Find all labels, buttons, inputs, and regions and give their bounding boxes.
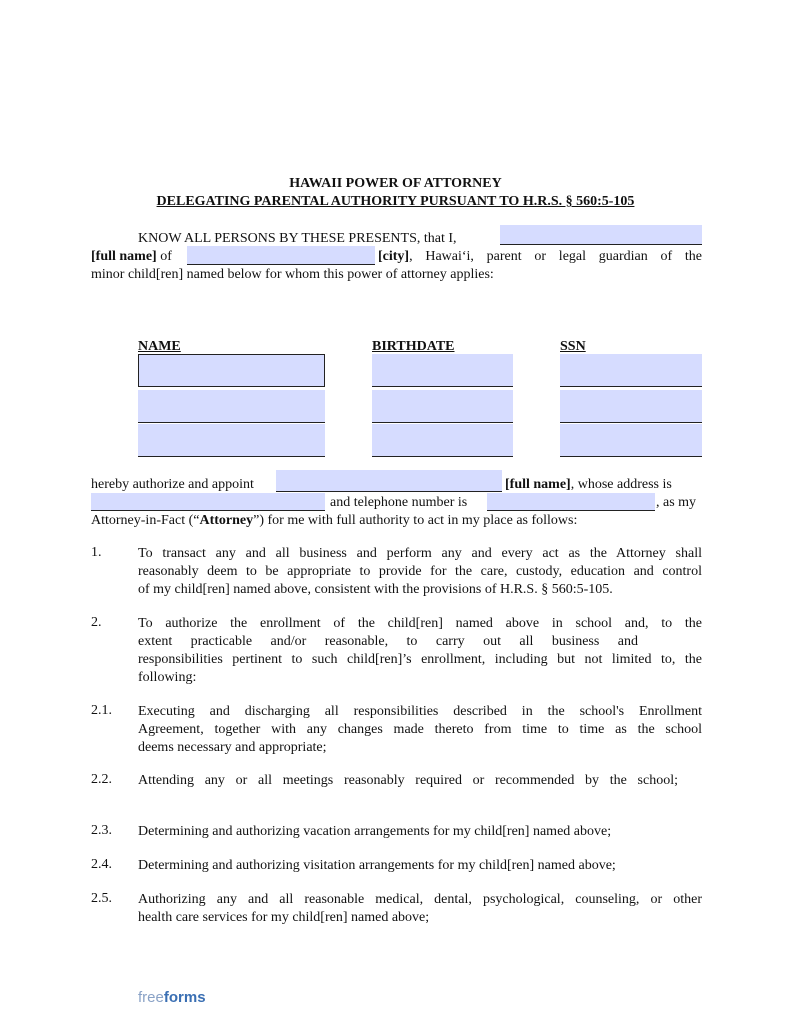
child-1-name-field[interactable] xyxy=(138,354,325,387)
attorney-name-field[interactable] xyxy=(276,470,502,492)
attorney-address-field[interactable] xyxy=(91,493,325,511)
intro-line3: minor child[ren] named below for whom this power of attorney applies: xyxy=(91,267,494,282)
document-subtitle: DELEGATING PARENTAL AUTHORITY PURSUANT TO H.R.S. § 560:5-105 xyxy=(156,194,635,209)
appoint-line2-mid: and telephone number is xyxy=(330,495,468,510)
column-header-name: NAME xyxy=(138,339,181,354)
clause-1-number: 1. xyxy=(91,545,102,560)
attorney-phone-field[interactable] xyxy=(487,493,655,511)
child-3-birthdate-field[interactable] xyxy=(372,424,513,457)
clause-2-4-text: Determining and authorizing visitation arrangements for my child[ren] named above; xyxy=(138,858,616,873)
column-header-birthdate: BIRTHDATE xyxy=(372,339,455,354)
appoint-line2-end: , as my xyxy=(656,495,697,510)
appoint-line3: Attorney-in-Fact (“Attorney”) for me with full authority to act in my place as follows: xyxy=(91,513,578,528)
child-3-name-field[interactable] xyxy=(138,424,325,457)
clause-1-text: To transact any and all business and perform any and every act as the Attorney shall reasonably deem to be appropriate to provide for the care, custody, education and control of my child[ren] named above, consistent with the provisions of H.R.S. § 560:5-105. xyxy=(138,546,702,597)
clause-2-2-text: Attending any or all meetings reasonably required or recommended by the school; xyxy=(138,773,678,788)
appoint-line1-start: hereby authorize and appoint xyxy=(91,477,254,492)
intro-line2: [full name] of xyxy=(91,249,172,264)
clause-2-1-text: Executing and discharging all responsibilities described in the school's Enrollment Agreement, together with any changes made thereto from time to time as the school deems necessary and appropriate; xyxy=(138,704,702,755)
child-1-ssn-field[interactable] xyxy=(560,354,702,387)
child-3-ssn-field[interactable] xyxy=(560,424,702,457)
clause-2-number: 2. xyxy=(91,615,102,630)
child-1-birthdate-field[interactable] xyxy=(372,354,513,387)
appoint-line1-end: [full name], whose address is xyxy=(505,477,672,492)
child-2-ssn-field[interactable] xyxy=(560,390,702,423)
child-2-name-field[interactable] xyxy=(138,390,325,423)
child-2-birthdate-field[interactable] xyxy=(372,390,513,423)
intro-line2-rest: [city], Hawaiʻi, parent or legal guardian of the xyxy=(378,249,702,264)
clause-2-5-text: Authorizing any and all reasonable medical, dental, psychological, counseling, or other health care services for my child[ren] named above; xyxy=(138,892,702,925)
clause-2-3-number: 2.3. xyxy=(91,823,112,838)
column-header-ssn: SSN xyxy=(560,339,586,354)
principal-name-field[interactable] xyxy=(500,225,702,245)
clause-2-text: To authorize the enrollment of the child[ren] named above in school and, to the extent practicable and/or reasonable, to carry out all business and responsibilities pertinent to such child[ren]’s enrollment, including but not limited to, the following: xyxy=(138,616,702,685)
clause-2-4-number: 2.4. xyxy=(91,857,112,872)
clause-2-1-number: 2.1. xyxy=(91,703,112,718)
principal-city-field[interactable] xyxy=(187,246,375,265)
document-title: HAWAII POWER OF ATTORNEY xyxy=(289,176,502,191)
clause-2-2-number: 2.2. xyxy=(91,772,112,787)
intro-line1: KNOW ALL PERSONS BY THESE PRESENTS, that I, xyxy=(138,231,457,246)
clause-2-5-number: 2.5. xyxy=(91,891,112,906)
full-name-label: [full name] xyxy=(91,249,157,264)
clause-2-3-text: Determining and authorizing vacation arrangements for my child[ren] named above; xyxy=(138,824,612,839)
freeforms-logo: freeforms xyxy=(138,989,206,1006)
